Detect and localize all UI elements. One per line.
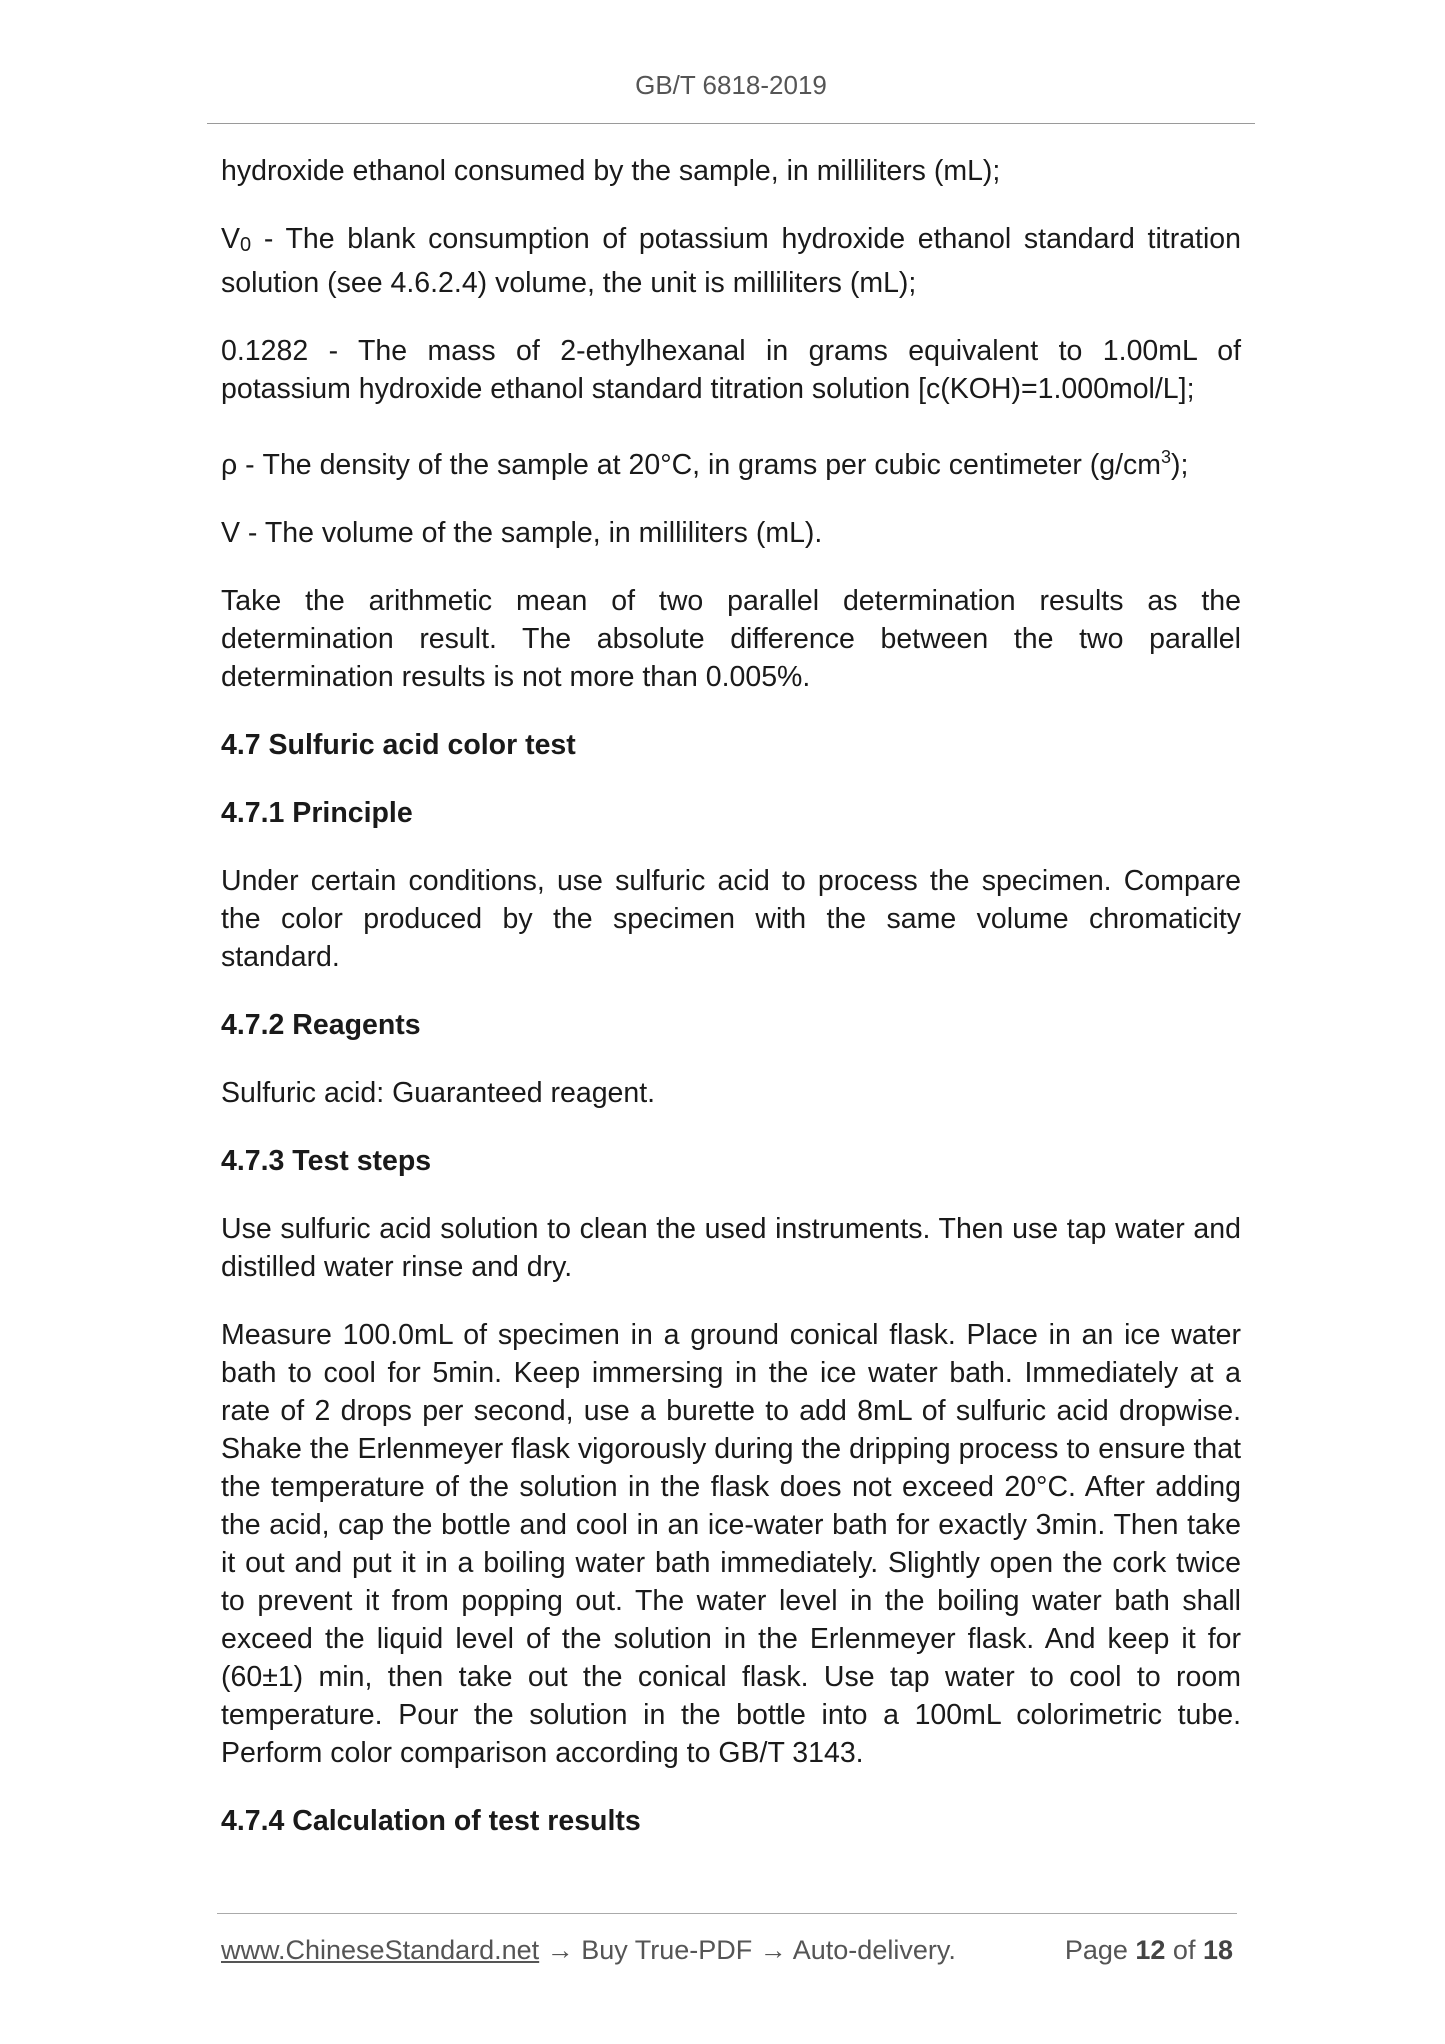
paragraph-clean-instruments: Use sulfuric acid solution to clean the used instruments. Then use tap water and distilled water rinse and dry. bbox=[221, 1213, 1241, 1283]
v0-text: - The blank consumption of potassium hydroxide ethanol standard titration solution (see 4.6.2.4) volume, the unit is milliliters (mL); bbox=[221, 223, 1241, 299]
of-label: of bbox=[1165, 1935, 1203, 1965]
delivery-text: Auto-delivery. bbox=[792, 1935, 956, 1965]
current-page: 12 bbox=[1135, 1935, 1166, 1965]
density-end: ); bbox=[1171, 449, 1189, 481]
paragraph-v0-definition bbox=[221, 220, 1241, 302]
density-text: ρ - The density of the sample at 20°C, in grams per cubic centimeter (g/cm bbox=[221, 449, 1161, 481]
paragraph-reagents: Sulfuric acid: Guaranteed reagent. bbox=[221, 1077, 656, 1109]
v0-subscript: 0 bbox=[240, 234, 252, 256]
paragraph-constant-definition: 0.1282 - The mass of 2-ethylhexanal in grams equivalent to 1.00mL of potassium hydroxide ethanol standard titration solution [c(KOH)=1.000mol/L]; bbox=[221, 335, 1241, 405]
section-heading-4-7-4: 4.7.4 Calculation of test results bbox=[221, 1805, 641, 1837]
page-footer bbox=[221, 1931, 1233, 1969]
page-header: GB/T 6818-2019 bbox=[635, 70, 827, 100]
document-body bbox=[221, 152, 1241, 1870]
page-label: Page bbox=[1064, 1935, 1136, 1965]
header-divider bbox=[207, 123, 1255, 124]
footer-divider bbox=[217, 1913, 1237, 1914]
paragraph-principle: Under certain conditions, use sulfuric acid to process the specimen. Compare the color produced by the specimen with the same volume chromaticity standard. bbox=[221, 865, 1241, 973]
paragraph-test-procedure: Measure 100.0mL of specimen in a ground conical flask. Place in an ice water bath to cool for 5min. Keep immersing in the ice water bath. Immediately at a rate of 2 drops per second, use a burette to add 8mL of sulfuric acid dropwise. Shake the Erlenmeyer flask vigorously during the dripping process to ensure that the temperature of the solution in the flask does not exceed 20°C. After adding the acid, cap the bottle and cool in an ice-water bath for exactly 3min. Then take it out and put it in a boiling water bath immediately. Slightly open the cork twice to prevent it from popping out. The water level in the boiling water bath shall exceed the liquid level of the solution in the Erlenmeyer flask. And keep it for (60±1) min, then take out the conical flask. Use tap water to cool to room temperature. Pour the solution in the bottle into a 100mL colorimetric tube. Perform color comparison according to GB/T 3143. bbox=[221, 1319, 1241, 1769]
page-number bbox=[1065, 1931, 1233, 1969]
section-heading-4-7-1: 4.7.1 Principle bbox=[221, 797, 413, 829]
section-heading-4-7-2: 4.7.2 Reagents bbox=[221, 1009, 421, 1041]
arrow-icon: → bbox=[752, 1935, 793, 1965]
footer-promo bbox=[221, 1931, 956, 1969]
paragraph-continuation: hydroxide ethanol consumed by the sample, in milliliters (mL); bbox=[221, 155, 1001, 187]
website-link[interactable]: www.ChineseStandard.net bbox=[221, 1935, 540, 1965]
v0-symbol: V bbox=[221, 223, 241, 255]
section-heading-4-7: 4.7 Sulfuric acid color test bbox=[221, 729, 576, 761]
paragraph-volume-definition: V - The volume of the sample, in milliliters (mL). bbox=[221, 517, 823, 549]
paragraph-density-definition bbox=[221, 438, 1241, 484]
arrow-icon: → bbox=[539, 1935, 582, 1965]
paragraph-arithmetic-mean: Take the arithmetic mean of two parallel determination results as the determination result. The absolute difference between the two parallel determination results is not more than 0.005%. bbox=[221, 585, 1241, 693]
total-pages: 18 bbox=[1202, 1935, 1233, 1965]
density-superscript: 3 bbox=[1161, 447, 1172, 467]
section-heading-4-7-3: 4.7.3 Test steps bbox=[221, 1145, 432, 1177]
buy-text: Buy True-PDF bbox=[581, 1935, 753, 1965]
